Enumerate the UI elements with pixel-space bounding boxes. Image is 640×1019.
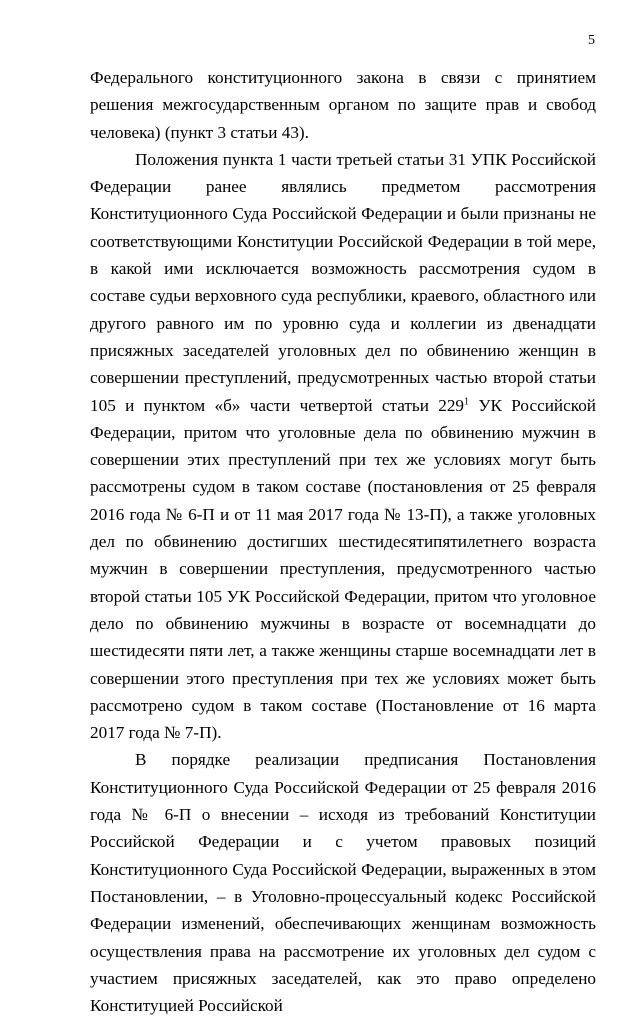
paragraph [90,64,596,146]
document-body [90,64,596,1019]
paragraph [90,146,596,747]
paragraph-text: Федерального конституционного закона в связи с принятием решения межгосударственным органом по защите прав и свобод человека) (пункт 3 статьи 43). [90,68,596,142]
paragraph-text: В порядке реализации предписания Постановления Конституционного Суда Российской Федерации от 25 февраля 2016 года № 6-П о внесении – исходя из требований Конституции Российской Федерации и с учетом правовых позиций Конституционного Суда Российской Федерации, выраженных в этом Постановлении, – в Уголовно-процессуальный кодекс Российской Федерации изменений, обеспечивающих женщинам возможность осуществления права на рассмотрение их уголовных дел судом с участием присяжных заседателей, как это право определено Конституцией Российской [90,750,596,1016]
paragraph-text: УК Российской Федерации, притом что уголовные дела по обвинению мужчин в совершении этих преступлений при тех же условиях могут быть рассмотрены судом в таком составе (постановления от 25 февраля 2016 года № 6-П и от 11 мая 2017 года № 13-П), а также уголовных дел по обвинению достигших шестидесятипятилетнего возраста мужчин в совершении преступления, предусмотренного частью второй статьи 105 УК Российской Федерации, притом что уголовное дело по обвинению мужчины в возрасте от восемнадцати до шестидесяти пяти лет, а также женщины старше восемнадцати лет в совершении этого преступления при тех же условиях может быть рассмотрено судом в таком составе (Постановление от 16 марта 2017 года № 7-П). [90,395,597,743]
superscript-article-number: 1 [464,395,470,407]
paragraph [90,746,596,1019]
paragraph-text: Положения пункта 1 части третьей статьи 31 УПК Российской Федерации ранее являлись предметом рассмотрения Конституционного Суда Российской Федерации и были признаны не соответствующими Конституции Российской Федерации в той мере, в какой ими исключается возможность рассмотрения судом в составе судьи верховного суда республики, краевого, областного или другого равного им по уровню суда и коллегии из двенадцати присяжных заседателей уголовных дел по обвинению женщин в совершении преступлений, предусмотренных частью второй статьи 105 и пунктом «б» части четвертой статьи 229 [90,149,596,415]
page-number: 5 [588,33,595,48]
